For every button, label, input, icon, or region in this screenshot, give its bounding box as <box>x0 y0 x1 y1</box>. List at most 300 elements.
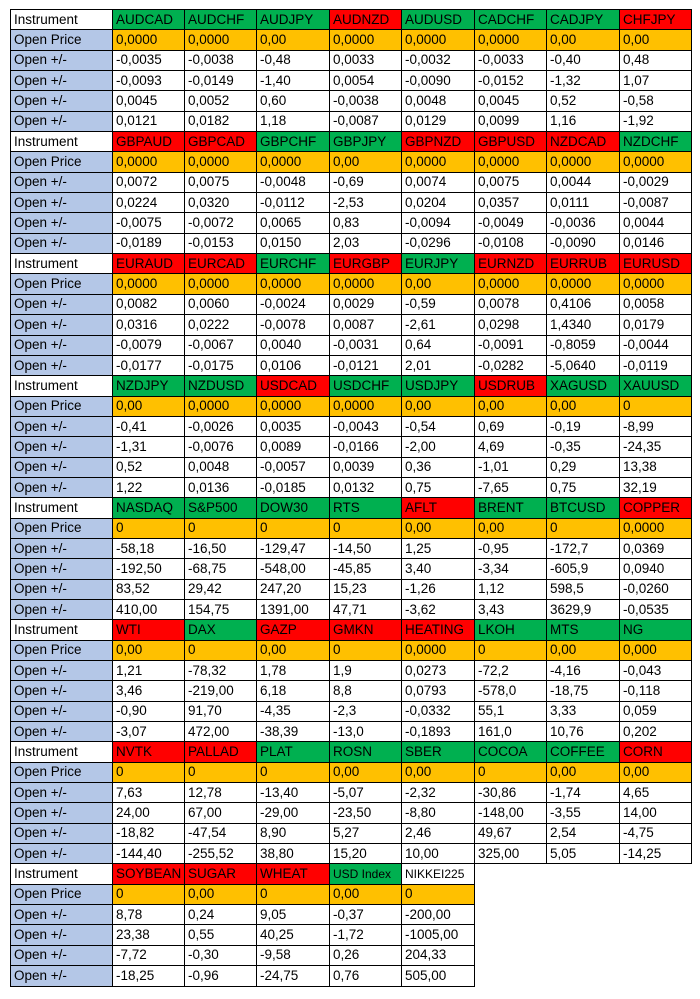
open-change-value: -24,35 <box>620 437 692 457</box>
open-change-value: 154,75 <box>185 599 257 619</box>
open-change-value: 10,76 <box>547 722 620 742</box>
open-change-value: 0,0940 <box>620 559 692 579</box>
instrument-name: GBPCAD <box>185 132 257 152</box>
open-change-value: -7,72 <box>113 945 185 965</box>
open-change-value: 1,78 <box>257 661 330 681</box>
open-change-value: -1005,00 <box>402 925 475 945</box>
open-change-label: Open +/- <box>11 559 113 579</box>
instrument-name: NG <box>620 620 692 640</box>
open-change-label: Open +/- <box>11 966 113 986</box>
open-change-label: Open +/- <box>11 599 113 619</box>
instrument-name: DOW30 <box>257 498 330 518</box>
open-change-value: 0,75 <box>547 477 620 497</box>
empty-cell <box>475 864 547 884</box>
open-change-label: Open +/- <box>11 925 113 945</box>
instrument-label: Instrument <box>11 620 113 640</box>
open-change-value: 2,03 <box>330 233 402 253</box>
open-change-value: -0,0087 <box>620 193 692 213</box>
instrument-name: PLAT <box>257 742 330 762</box>
open-change-value: 0,4106 <box>547 294 620 314</box>
open-change-row <box>11 355 692 375</box>
instrument-name: NZDJPY <box>113 376 185 396</box>
instrument-name: AUDCHF <box>185 10 257 30</box>
open-change-value: 91,70 <box>185 701 257 721</box>
empty-cell <box>547 966 620 986</box>
open-price-label: Open Price <box>11 152 113 172</box>
open-change-value: -1,72 <box>330 925 402 945</box>
open-change-value: 49,67 <box>475 823 547 843</box>
instrument-label: Instrument <box>11 254 113 274</box>
open-change-value: -0,0024 <box>257 294 330 314</box>
instrument-name: BTCUSD <box>547 498 620 518</box>
instrument-name: GMKN <box>330 620 402 640</box>
instrument-name: EURUSD <box>620 254 692 274</box>
open-change-value: -78,32 <box>185 661 257 681</box>
open-change-value: 38,80 <box>257 844 330 864</box>
instrument-name: AUDJPY <box>257 10 330 30</box>
open-change-value: -3,07 <box>113 722 185 742</box>
open-price-value: 0 <box>185 640 257 660</box>
open-change-value: 0,52 <box>547 91 620 111</box>
instrument-name: GBPAUD <box>113 132 185 152</box>
open-change-value: 7,63 <box>113 783 185 803</box>
open-change-value: -0,19 <box>547 416 620 436</box>
open-price-value: 0,00 <box>402 274 475 294</box>
open-change-value: 0,75 <box>402 477 475 497</box>
instrument-name: AUDNZD <box>330 10 402 30</box>
open-change-value: -68,75 <box>185 559 257 579</box>
open-change-value: 0,0078 <box>475 294 547 314</box>
open-change-value: 1,21 <box>113 661 185 681</box>
instrument-row <box>11 254 692 274</box>
open-price-value: 0,00 <box>547 396 620 416</box>
open-price-value: 0,0000 <box>113 274 185 294</box>
open-price-value: 0,0000 <box>330 396 402 416</box>
open-change-label: Open +/- <box>11 803 113 823</box>
open-change-value: 8,90 <box>257 823 330 843</box>
instrument-name: BRENT <box>475 498 547 518</box>
instrument-name: S&P500 <box>185 498 257 518</box>
open-price-value: 0,0000 <box>402 640 475 660</box>
open-change-label: Open +/- <box>11 71 113 91</box>
open-change-value: 0,0357 <box>475 193 547 213</box>
open-change-value: 0,0029 <box>330 294 402 314</box>
open-change-value: 67,00 <box>185 803 257 823</box>
open-change-value: -0,0043 <box>330 416 402 436</box>
open-change-value: 1,25 <box>402 538 475 558</box>
open-change-row <box>11 457 692 477</box>
instrument-name: ROSN <box>330 742 402 762</box>
open-price-value: 0,0000 <box>330 30 402 50</box>
open-change-value: -0,96 <box>185 966 257 986</box>
open-price-value: 0,00 <box>257 640 330 660</box>
open-change-value: -29,00 <box>257 803 330 823</box>
open-change-row <box>11 559 692 579</box>
open-change-value: 29,42 <box>185 579 257 599</box>
open-change-value: 3629,9 <box>547 599 620 619</box>
open-change-value: -1,31 <box>113 437 185 457</box>
open-change-value: -0,0090 <box>547 233 620 253</box>
open-change-row <box>11 599 692 619</box>
open-price-value: 0,00 <box>402 762 475 782</box>
open-change-value: 10,00 <box>402 844 475 864</box>
open-change-value: -13,40 <box>257 783 330 803</box>
open-change-value: -1,01 <box>475 457 547 477</box>
instrument-label: Instrument <box>11 498 113 518</box>
open-change-label: Open +/- <box>11 193 113 213</box>
open-change-value: 0,0044 <box>547 172 620 192</box>
empty-cell <box>547 864 620 884</box>
open-price-value: 0,0000 <box>402 152 475 172</box>
open-price-value: 0,0000 <box>185 152 257 172</box>
open-change-value: -3,34 <box>475 559 547 579</box>
open-change-value: 0,0072 <box>113 172 185 192</box>
instrument-row <box>11 620 692 640</box>
open-change-value: -0,0189 <box>113 233 185 253</box>
open-change-value: -0,1893 <box>402 722 475 742</box>
open-change-value: -13,0 <box>330 722 402 742</box>
open-change-value: -0,0121 <box>330 355 402 375</box>
open-change-value: 40,25 <box>257 925 330 945</box>
instrument-name: EURNZD <box>475 254 547 274</box>
open-change-value: -0,0036 <box>547 213 620 233</box>
open-change-value: -0,0296 <box>402 233 475 253</box>
open-change-value: -0,41 <box>113 416 185 436</box>
open-change-value: 0,0040 <box>257 335 330 355</box>
open-price-value: 0 <box>330 640 402 660</box>
open-price-value: 0 <box>185 762 257 782</box>
open-change-value: -0,0067 <box>185 335 257 355</box>
open-change-value: 0,0793 <box>402 681 475 701</box>
open-change-value: 0,0129 <box>402 111 475 131</box>
open-price-label: Open Price <box>11 884 113 904</box>
instrument-name: NZDCHF <box>620 132 692 152</box>
instrument-name: GBPJPY <box>330 132 402 152</box>
open-change-value: 32,19 <box>620 477 692 497</box>
empty-cell <box>620 884 692 904</box>
open-change-value: -0,0175 <box>185 355 257 375</box>
open-change-value: -2,53 <box>330 193 402 213</box>
empty-cell <box>475 925 547 945</box>
open-price-value: 0,00 <box>620 30 692 50</box>
open-change-value: -548,00 <box>257 559 330 579</box>
open-change-row <box>11 823 692 843</box>
empty-cell <box>475 884 547 904</box>
open-change-value: 0,52 <box>113 457 185 477</box>
open-change-value: 0,36 <box>402 457 475 477</box>
instrument-name: USDJPY <box>402 376 475 396</box>
instrument-name: HEATING <box>402 620 475 640</box>
open-change-label: Open +/- <box>11 294 113 314</box>
open-change-value: -1,92 <box>620 111 692 131</box>
open-change-label: Open +/- <box>11 681 113 701</box>
instrument-name: USD Index <box>330 864 402 884</box>
open-change-value: -38,39 <box>257 722 330 742</box>
open-change-value: -2,61 <box>402 315 475 335</box>
open-change-value: -1,40 <box>257 71 330 91</box>
open-price-row <box>11 762 692 782</box>
open-change-label: Open +/- <box>11 355 113 375</box>
instrument-name: NVTK <box>113 742 185 762</box>
open-change-value: -148,00 <box>475 803 547 823</box>
open-change-value: -0,90 <box>113 701 185 721</box>
open-change-value: 14,00 <box>620 803 692 823</box>
instrument-name: CADJPY <box>547 10 620 30</box>
open-price-value: 0,0000 <box>402 30 475 50</box>
open-change-value: 1391,00 <box>257 599 330 619</box>
open-change-value: -0,0076 <box>185 437 257 457</box>
open-change-value: -0,95 <box>475 538 547 558</box>
open-change-label: Open +/- <box>11 783 113 803</box>
open-change-value: 0,0224 <box>113 193 185 213</box>
open-change-value: 0,0150 <box>257 233 330 253</box>
open-change-value: 24,00 <box>113 803 185 823</box>
open-change-label: Open +/- <box>11 538 113 558</box>
open-change-value: 0,0132 <box>330 477 402 497</box>
open-change-value: 5,27 <box>330 823 402 843</box>
open-change-row <box>11 111 692 131</box>
open-change-row <box>11 50 692 70</box>
open-change-value: 0,0033 <box>330 50 402 70</box>
open-change-row <box>11 213 692 233</box>
open-price-label: Open Price <box>11 274 113 294</box>
open-change-value: 8,8 <box>330 681 402 701</box>
open-change-value: -0,0153 <box>185 233 257 253</box>
instrument-label: Instrument <box>11 742 113 762</box>
open-change-value: 0,0074 <box>402 172 475 192</box>
open-price-value: 0,0000 <box>475 30 547 50</box>
open-price-label: Open Price <box>11 396 113 416</box>
open-price-row <box>11 30 692 50</box>
instrument-name: COPPER <box>620 498 692 518</box>
open-change-value: -0,0031 <box>330 335 402 355</box>
open-change-value: -0,0166 <box>330 437 402 457</box>
open-change-value: 23,38 <box>113 925 185 945</box>
open-change-value: -255,52 <box>185 844 257 864</box>
open-price-value: 0,00 <box>402 396 475 416</box>
open-change-value: 0,0369 <box>620 538 692 558</box>
instrument-row <box>11 498 692 518</box>
open-change-value: 0,0048 <box>402 91 475 111</box>
instrument-name: EURJPY <box>402 254 475 274</box>
instrument-name: RTS <box>330 498 402 518</box>
open-change-value: 5,05 <box>547 844 620 864</box>
open-price-value: 0,00 <box>547 762 620 782</box>
empty-cell <box>475 905 547 925</box>
open-change-value: -0,0535 <box>620 599 692 619</box>
open-change-value: 598,5 <box>547 579 620 599</box>
open-change-value: 0,0179 <box>620 315 692 335</box>
open-change-value: -0,0075 <box>113 213 185 233</box>
open-change-value: -3,55 <box>547 803 620 823</box>
instrument-label: Instrument <box>11 864 113 884</box>
open-change-value: -0,0185 <box>257 477 330 497</box>
open-change-value: 1,22 <box>113 477 185 497</box>
open-change-value: -605,9 <box>547 559 620 579</box>
open-change-value: 0,0273 <box>402 661 475 681</box>
open-change-value: 0,0087 <box>330 315 402 335</box>
instrument-name: EURAUD <box>113 254 185 274</box>
open-change-value: -144,40 <box>113 844 185 864</box>
open-change-value: 1,4340 <box>547 315 620 335</box>
open-change-value: -58,18 <box>113 538 185 558</box>
open-change-value: -5,0640 <box>547 355 620 375</box>
open-price-value: 0 <box>113 884 185 904</box>
open-change-row <box>11 335 692 355</box>
instrument-name: USDRUB <box>475 376 547 396</box>
open-change-value: 0,55 <box>185 925 257 945</box>
open-change-value: -0,69 <box>330 172 402 192</box>
open-change-value: -9,58 <box>257 945 330 965</box>
open-change-row <box>11 803 692 823</box>
instrument-name: LKOH <box>475 620 547 640</box>
open-change-value: -0,0029 <box>620 172 692 192</box>
open-change-value: -30,86 <box>475 783 547 803</box>
instrument-name: SUGAR <box>185 864 257 884</box>
open-change-value: -0,0049 <box>475 213 547 233</box>
open-price-value: 0 <box>257 518 330 538</box>
open-change-value: 0,0320 <box>185 193 257 213</box>
open-change-value: 247,20 <box>257 579 330 599</box>
instrument-name: SBER <box>402 742 475 762</box>
open-price-value: 0,00 <box>330 884 402 904</box>
instrument-label: Instrument <box>11 376 113 396</box>
open-change-value: 0,0146 <box>620 233 692 253</box>
open-change-row <box>11 783 692 803</box>
open-change-value: 83,52 <box>113 579 185 599</box>
instrument-name: XAGUSD <box>547 376 620 396</box>
open-change-value: -0,8059 <box>547 335 620 355</box>
open-change-value: -7,65 <box>475 477 547 497</box>
open-change-value: 505,00 <box>402 966 475 986</box>
open-change-value: -18,25 <box>113 966 185 986</box>
open-change-row <box>11 844 692 864</box>
instrument-label: Instrument <box>11 132 113 152</box>
open-change-value: 0,0099 <box>475 111 547 131</box>
open-price-label: Open Price <box>11 518 113 538</box>
instrument-row <box>11 376 692 396</box>
open-change-value: -0,0026 <box>185 416 257 436</box>
open-price-value: 0,0000 <box>185 396 257 416</box>
open-price-value: 0,00 <box>475 396 547 416</box>
open-change-value: -0,0048 <box>257 172 330 192</box>
instrument-name: PALLAD <box>185 742 257 762</box>
instrument-name: SOYBEAN <box>113 864 185 884</box>
empty-cell <box>547 945 620 965</box>
open-change-value: 6,18 <box>257 681 330 701</box>
instrument-name: EURCHF <box>257 254 330 274</box>
open-change-value: -4,35 <box>257 701 330 721</box>
open-change-value: 8,78 <box>113 905 185 925</box>
open-price-value: 0 <box>547 518 620 538</box>
open-price-value: 0 <box>620 396 692 416</box>
open-change-value: 0,0182 <box>185 111 257 131</box>
open-change-value: 2,54 <box>547 823 620 843</box>
open-change-value: -0,37 <box>330 905 402 925</box>
open-change-value: -0,0094 <box>402 213 475 233</box>
open-price-value: 0,0000 <box>620 274 692 294</box>
open-change-value: 13,38 <box>620 457 692 477</box>
open-change-value: 0,059 <box>620 701 692 721</box>
open-price-value: 0,0000 <box>475 152 547 172</box>
open-change-value: 0,0082 <box>113 294 185 314</box>
open-change-value: 2,46 <box>402 823 475 843</box>
instrument-row <box>11 864 692 884</box>
quotes-sheet-body <box>11 10 692 987</box>
open-change-value: -172,7 <box>547 538 620 558</box>
open-change-label: Open +/- <box>11 437 113 457</box>
open-change-value: -0,0119 <box>620 355 692 375</box>
open-price-value: 0,00 <box>113 396 185 416</box>
open-change-value: 0,26 <box>330 945 402 965</box>
open-change-label: Open +/- <box>11 50 113 70</box>
open-change-value: 0,29 <box>547 457 620 477</box>
open-price-value: 0,0000 <box>185 30 257 50</box>
instrument-name: XAUUSD <box>620 376 692 396</box>
open-change-value: -2,32 <box>402 783 475 803</box>
open-price-value: 0,00 <box>257 30 330 50</box>
open-change-value: -0,0108 <box>475 233 547 253</box>
open-change-label: Open +/- <box>11 315 113 335</box>
open-price-row <box>11 884 692 904</box>
open-price-value: 0,00 <box>547 30 620 50</box>
instrument-name: MTS <box>547 620 620 640</box>
empty-cell <box>620 905 692 925</box>
open-change-row <box>11 416 692 436</box>
open-change-value: -0,0072 <box>185 213 257 233</box>
open-change-value: -0,0093 <box>113 71 185 91</box>
open-change-value: 0,0111 <box>547 193 620 213</box>
open-change-value: 161,0 <box>475 722 547 742</box>
open-change-value: -192,50 <box>113 559 185 579</box>
quotes-sheet <box>10 9 692 987</box>
open-change-value: 0,0058 <box>620 294 692 314</box>
empty-cell <box>620 945 692 965</box>
open-change-value: -0,0057 <box>257 457 330 477</box>
open-change-value: -0,0033 <box>475 50 547 70</box>
open-change-label: Open +/- <box>11 661 113 681</box>
open-change-value: 0,0065 <box>257 213 330 233</box>
instrument-row <box>11 10 692 30</box>
open-change-value: 9,05 <box>257 905 330 925</box>
instrument-name: EURGBP <box>330 254 402 274</box>
empty-cell <box>620 966 692 986</box>
open-change-row <box>11 681 692 701</box>
open-change-value: -23,50 <box>330 803 402 823</box>
open-change-value: 0,0121 <box>113 111 185 131</box>
open-change-row <box>11 538 692 558</box>
open-change-row <box>11 722 692 742</box>
open-change-row <box>11 91 692 111</box>
open-change-row <box>11 172 692 192</box>
instrument-name: COFFEE <box>547 742 620 762</box>
open-change-value: -1,26 <box>402 579 475 599</box>
open-change-label: Open +/- <box>11 111 113 131</box>
open-price-row <box>11 274 692 294</box>
open-change-value: 0,202 <box>620 722 692 742</box>
open-change-value: -129,47 <box>257 538 330 558</box>
open-price-value: 0,000 <box>620 640 692 660</box>
open-change-value: 4,69 <box>475 437 547 457</box>
open-change-label: Open +/- <box>11 579 113 599</box>
open-price-value: 0 <box>475 762 547 782</box>
open-change-value: -0,0091 <box>475 335 547 355</box>
open-change-value: -14,50 <box>330 538 402 558</box>
open-price-value: 0,0000 <box>257 396 330 416</box>
open-price-value: 0,00 <box>330 762 402 782</box>
open-change-value: 0,0204 <box>402 193 475 213</box>
open-change-value: 55,1 <box>475 701 547 721</box>
